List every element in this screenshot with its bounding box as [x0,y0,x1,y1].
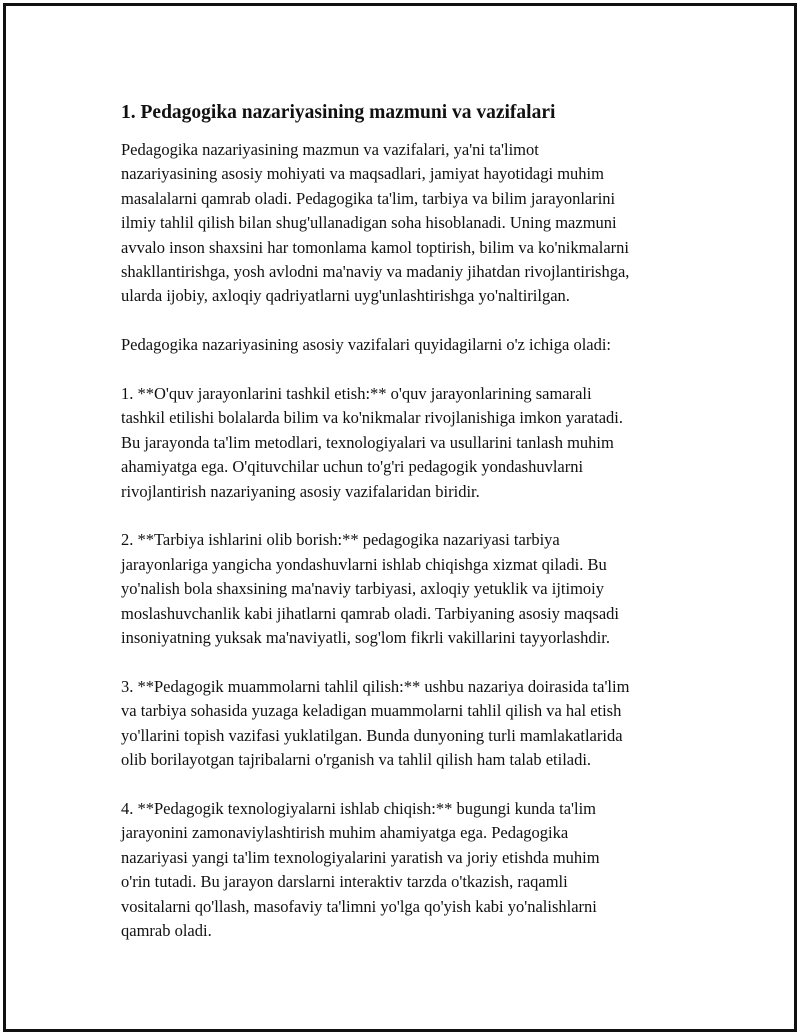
intro-paragraph: Pedagogika nazariyasining mazmun va vazifalari, ya'ni ta'limot nazariyasining asosiy mohiyati va maqsadlari, jamiyat hayotidagi muhim masalalarni qamrab oladi. Pedagogika ta'lim, tarbiya va bilim jarayonlarini ilmiy tahlil qilish bilan shug'ullanadigan soha hisoblanadi. Uning mazmuni avvalo inson shaxsini har tomonlama kamol toptirish, bilim va ko'nikmalarni shakllantirishga, yosh avlodni ma'naviy va madaniy jihatdan rivojlantirishga, ularda ijobiy, axloqiy qadriyatlarni uyg'unlashtirishga yo'naltirilgan. [121,140,630,306]
document-title: 1. Pedagogika nazariyasining mazmuni va vazifalari [121,102,556,123]
task-item-4-paragraph: 4. **Pedagogik texnologiyalarni ishlab chiqish:** bugungi kunda ta'lim jarayonini zamonaviylashtirish muhim ahamiyatga ega. Pedagogika nazariyasi yangi ta'lim texnologiyalarini yaratish va joriy etishda muhim o'rin tutadi. Bu jarayon darslarni interaktiv tarzda o'tkazish, raqamli vositalarni qo'llash, masofaviy ta'limni yo'lga qo'yish kabi yo'nalishlarni qamrab oladi. [121,798,600,940]
tasks-lead-paragraph: Pedagogika nazariyasining asosiy vazifalari quyidagilarni o'z ichiga oladi: [121,335,612,355]
document-body [121,100,721,968]
task-item-3-paragraph: 3. **Pedagogik muammolarni tahlil qilish:** ushbu nazariya doirasida ta'lim va tarbiya sohasida yuzaga keladigan muammolarni tahlil qilish va hal etish yo'llarini topish vazifasi yuklatilgan. Bunda dunyoning turli mamlakatlarida olib borilayotgan tajribalarni o'rganish va tahlil qilish ham talab etiladi. [121,676,630,770]
page-frame [3,3,797,1032]
task-item-1-paragraph: 1. **O'quv jarayonlarini tashkil etish:** o'quv jarayonlarining samarali tashkil etilishi bolalarda bilim va ko'nikmalar rivojlanishiga imkon yaratadi. Bu jarayonda ta'lim metodlari, texnologiyalari va usullarini tanlash muhim ahamiyatga ega. O'qituvchilar uchun to'g'ri pedagogik yondashuvlarni rivojlantirish nazariyaning asosiy vazifalaridan biridir. [121,384,623,501]
task-item-2-paragraph: 2. **Tarbiya ishlarini olib borish:** pedagogika nazariyasi tarbiya jarayonlariga yangicha yondashuvlarni ishlab chiqishga xizmat qiladi. Bu yo'nalish bola shaxsining ma'naviy tarbiyasi, axloqiy yetuklik va ijtimoiy moslashuvchanlik kabi jihatlarni qamrab oladi. Tarbiyaning asosiy maqsadi insoniyatning yuksak ma'naviyatli, sog'lom fikrli vakillarini tayyorlashdir. [121,530,620,648]
